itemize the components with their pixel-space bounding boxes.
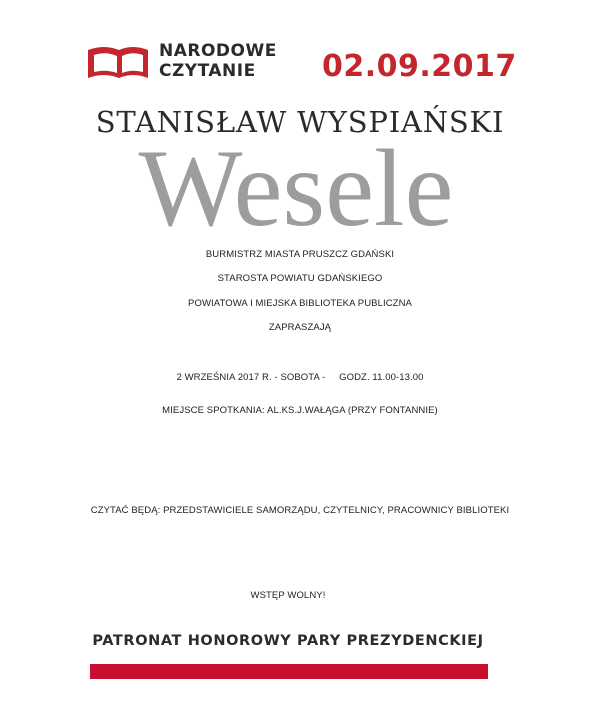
event-location: MIEJSCE SPOTKANIA: AL.KS.J.WAŁĄGA (PRZY FONTANNIE) (162, 405, 438, 416)
free-entry: WSTĘP WOLNY! (250, 590, 326, 601)
book-title: Wesele (138, 127, 454, 249)
open-book-logo-icon (86, 44, 150, 82)
host-line-3: POWIATOWA I MIEJSKA BIBLIOTEKA PUBLICZNA (188, 298, 412, 309)
logo-line-2: CZYTANIE (159, 61, 256, 81)
logo-wordmark (159, 41, 277, 81)
invitation-text: ZAPRASZAJĄ (268, 322, 332, 333)
red-bar (90, 664, 488, 679)
host-line-1: BURMISTRZ MIASTA PRUSZCZ GDAŃSKI (205, 249, 395, 260)
honorary-patronage: PATRONAT HONOROWY PARY PREZYDENCKIEJ (92, 633, 484, 649)
event-date: 02.09.2017 (322, 49, 517, 84)
host-line-2: STAROSTA POWIATU GDAŃSKIEGO (217, 273, 383, 284)
logo-line-1: NARODOWE (159, 41, 277, 61)
author-name: STANISŁAW WYSPIAŃSKI (95, 105, 505, 139)
event-time: 2 WRZEŚNIA 2017 R. - SOBOTA - GODZ. 11.00-13.00 (176, 372, 424, 383)
readers-info: CZYTAĆ BĘDĄ: PRZEDSTAWICIELE SAMORZĄDU, CZYTELNICY, PRACOWNICY BIBLIOTEKI (90, 505, 510, 516)
